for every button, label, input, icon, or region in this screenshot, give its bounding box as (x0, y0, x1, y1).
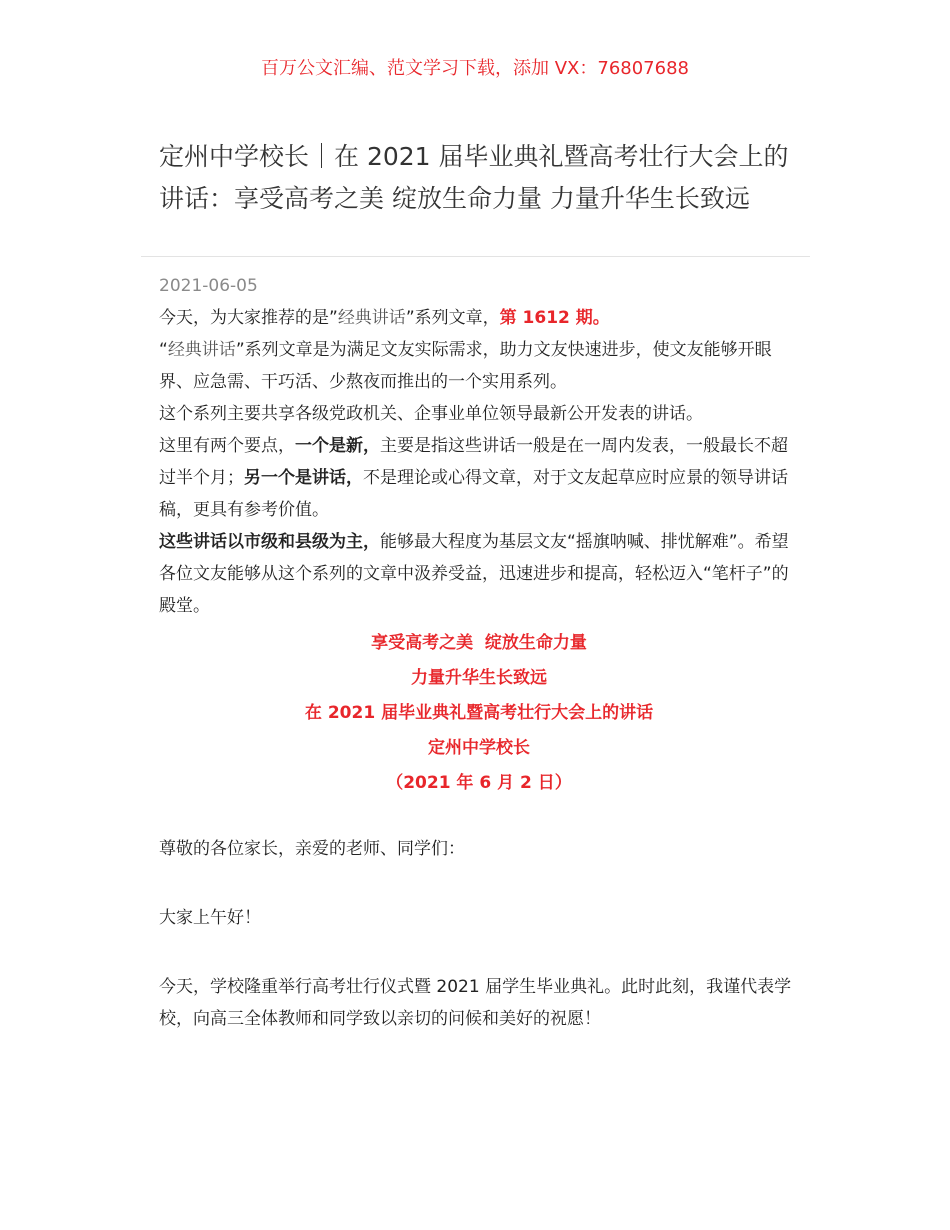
publish-date: 2021-06-05 (159, 276, 258, 296)
intro-text: ”系列文章， (405, 308, 500, 328)
article-header (159, 136, 799, 220)
key-point-new: 一个是新， (295, 436, 380, 456)
intro-paragraph-2 (159, 334, 799, 398)
intro-text: “ (159, 340, 168, 360)
intro-text: 今天，为大家推荐的是” (159, 308, 338, 328)
article-title: 定州中学校长｜在 2021 届毕业典礼暨高考壮行大会上的讲话：享受高考之美 绽放生命力量 力量升华生长致远 (159, 142, 789, 213)
speech-header (159, 626, 799, 801)
series-tag: 经典讲话 (337, 308, 406, 328)
series-tag: 经典讲话 (167, 340, 236, 360)
key-point-level: 这些讲话以市级和县级为主， (159, 532, 380, 552)
speech-date: （2021 年 6 月 2 日） (386, 773, 572, 793)
intro-paragraph-5 (159, 526, 799, 622)
intro-text: 这里有两个要点， (159, 436, 295, 456)
speech-occasion: 在 2021 届毕业典礼暨高考壮行大会上的讲话 (304, 703, 654, 723)
speech-title-line-2: 力量升华生长致远 (411, 668, 547, 688)
speech-title-line-1: 享受高考之美 绽放生命力量 (371, 633, 587, 653)
intro-text: ”系列文章是为满足文友实际需求，助力文友快速进步，使文友能够开眼界、应急需、干巧活、少熬夜而推出的一个实用系列。 (159, 340, 772, 392)
promo-banner: 百万公文汇编、范文学习下载，添加 VX：76807688 (261, 58, 689, 79)
issue-number: 第 1612 期。 (499, 308, 610, 328)
intro-paragraph-1 (159, 302, 799, 334)
speech-paragraph-1: 今天，学校隆重举行高考壮行仪式暨 2021 届学生毕业典礼。此时此刻，我谨代表学校，向高三全体教师和同学致以亲切的问候和美好的祝愿！ (159, 977, 792, 1029)
intro-text: 能够最大程度为基层文友“摇旗呐喊、排忧解难”。希望各位文友能够从这个系列的文章中汲养受益，迅速进步和提高，轻松迈入“笔杆子”的殿堂。 (159, 532, 789, 616)
key-point-speech: 另一个是讲话， (244, 468, 363, 488)
title-divider (141, 256, 810, 257)
speech-speaker: 定州中学校长 (428, 738, 530, 758)
intro-text: 不是理论或心得文章，对于文友起草应时应景的领导讲话稿，更具有参考价值。 (159, 468, 788, 520)
article-body (159, 272, 799, 1035)
speech-salutation: 尊敬的各位家长，亲爱的老师、同学们： (159, 839, 465, 859)
speech-greeting: 大家上午好！ (159, 908, 261, 928)
intro-text: 主要是指这些讲话一般是在一周内发表，一般最长不超过半个月； (159, 436, 788, 488)
intro-paragraph-3: 这个系列主要共享各级党政机关、企事业单位领导最新公开发表的讲话。 (159, 404, 703, 424)
intro-paragraph-4 (159, 430, 799, 526)
